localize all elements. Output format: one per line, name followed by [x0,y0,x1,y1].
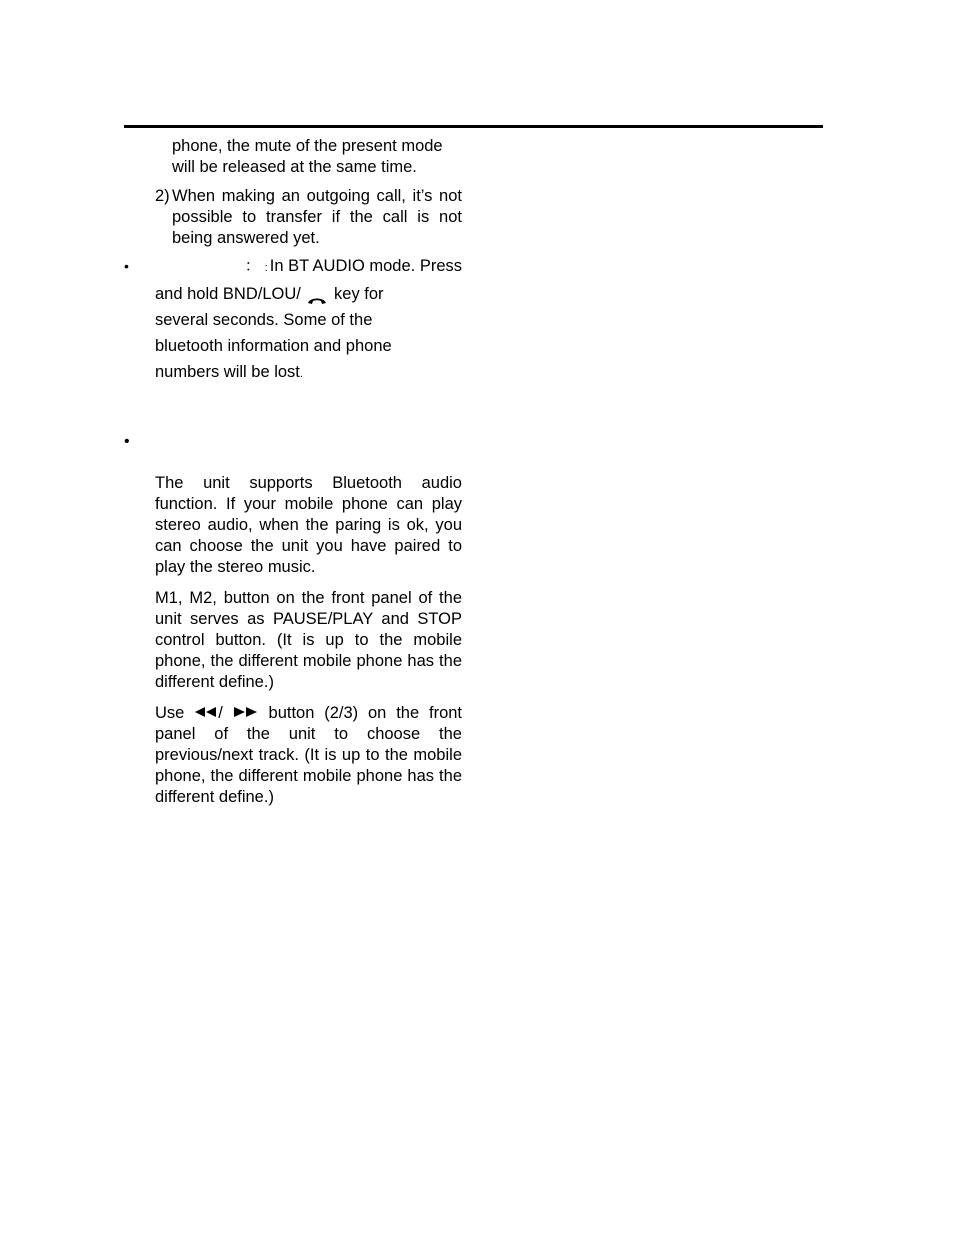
header-rule [124,125,823,128]
bt-audio-bullet [124,431,462,473]
phone-hangup-icon [307,289,327,301]
continuation-line: phone, the mute of the present mode [172,137,443,155]
item-continuation [172,136,462,178]
reset-line-2-b: key for [334,285,384,303]
item-number: 2) [155,187,170,205]
bt-paragraph-2: M1, M2, button on the front panel of the unit serves as PAUSE/PLAY and STOP control button. (It is up to the mobile phone, the different mobile phone has the different define.) [155,589,462,691]
continuation-line: will be released at the same time. [172,158,417,176]
track-text-after: button (2/3) on the front panel of the unit to choose the previous/next track. (It is up to the mobile phone, the different mobile phone has the different define.) [155,704,463,807]
track-text-before: Use [155,704,185,722]
small-colon: : [264,262,268,274]
reset-line-2 [155,281,462,307]
rewind-icon [194,703,218,724]
bullet-icon: • [124,258,129,274]
bt-paragraph-3 [155,703,462,808]
fast-forward-icon [233,703,259,724]
reset-line-5-text: numbers will be lost [155,363,300,381]
item-text: When making an outgoing call, it’s not possible to transfer if the call is not being answered yet. [172,187,462,247]
left-column [124,136,462,808]
numbered-item-2 [155,186,462,249]
reset-line-5 [155,359,462,387]
heading-colon: ： [244,258,261,275]
reset-line-4: bluetooth information and phone [155,337,392,355]
bullet-icon: • [124,433,130,450]
bt-paragraph-1: The unit supports Bluetooth audio function. If your mobile phone can play stereo audio, when the paring is ok, you can choose the unit you have paired to play the stereo music. [155,474,462,576]
reset-line-2-a: and hold BND/LOU/ [155,285,301,303]
track-separator: / [218,704,223,722]
reset-line-3: several seconds. Some of the [155,311,373,329]
reset-line-1 [155,253,462,281]
reset-line-5-period: . [299,368,303,380]
reset-bullet [124,253,462,387]
reset-first-text: In BT AUDIO mode. Press [269,257,462,275]
